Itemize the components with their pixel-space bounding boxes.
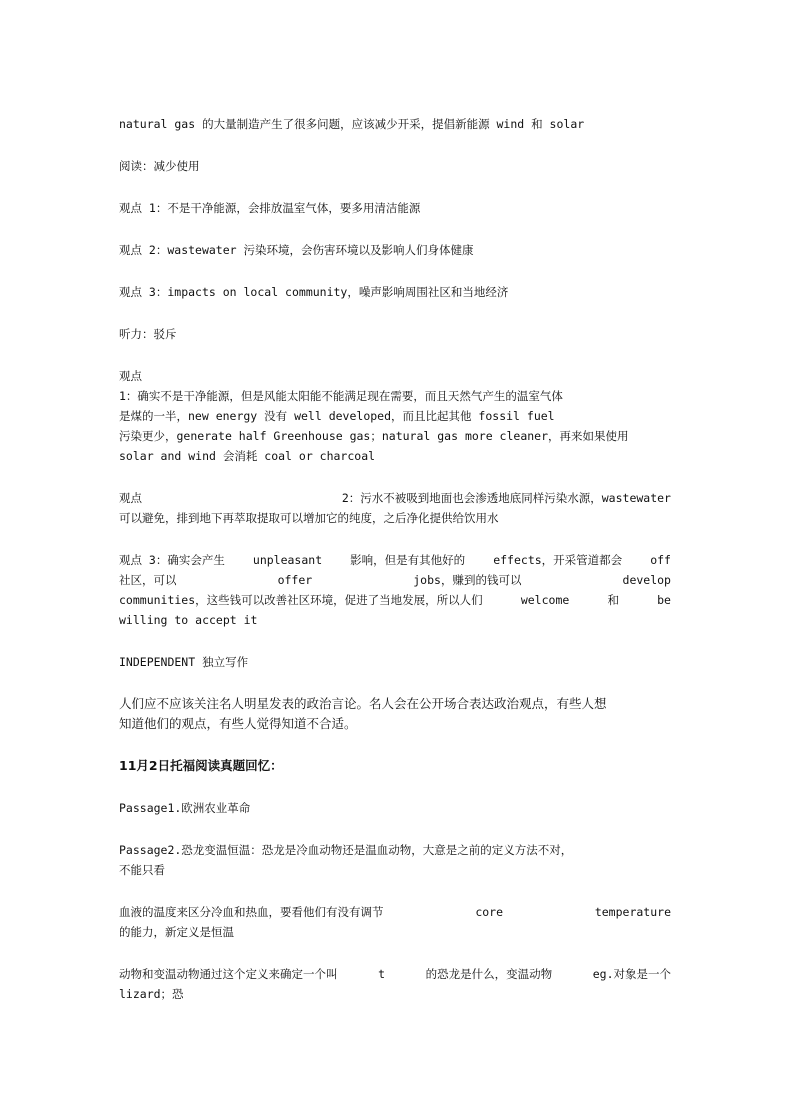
passage-2-continued-line: [119, 964, 671, 984]
text-segment: eg.对象是一个: [592, 967, 671, 981]
passage-2-line: Passage2.恐龙变温恒温：恐龙是冷血动物还是温血动物，大意是之前的定义方法不对，: [119, 843, 573, 857]
listening-point-1-line: 污染更少，generate half Greenhouse gas；natural gas more cleaner，再来如果使用: [119, 429, 629, 443]
listening-point-3-line: [119, 570, 671, 590]
listening-point-1: [119, 366, 671, 466]
text-segment: off: [650, 553, 671, 567]
text-segment: 血液的温度来区分冷血和热血，要看他们有没有调节: [119, 905, 384, 919]
passage-2-continued-line: [119, 902, 671, 922]
listening-point-3: [119, 550, 671, 630]
passage-2-continued-1: [119, 902, 671, 942]
text-segment: jobs，赚到的钱可以: [413, 573, 522, 587]
listening-label: 听力：驳斥: [119, 327, 177, 341]
passage-2-continued-2: [119, 964, 671, 1004]
independent-topic-line: 知道他们的观点，有些人觉得知道不合适。: [119, 716, 357, 731]
independent-topic-line: 人们应不应该关注名人明星发表的政治言论。名人会在公开场合表达政治观点，有些人想: [119, 696, 607, 711]
independent-label: INDEPENDENT 独立写作: [119, 655, 249, 669]
listening-point-2: [119, 488, 671, 528]
reading-point-1: 观点 1：不是干净能源，会排放温室气体，要多用清洁能源: [119, 201, 421, 215]
text-segment: unpleasant: [252, 553, 323, 567]
text-segment: 动物和变温动物通过这个定义来确定一个叫: [119, 967, 338, 981]
listening-point-2-line: [119, 488, 671, 508]
text-segment: communities，这些钱可以改善社区环境，促进了当地发展，所以人们: [119, 593, 483, 607]
listening-points-label: 观点: [119, 369, 142, 383]
listening-point-1-line: 1：确实不是干净能源，但是风能太阳能不能满足现在需要，而且天然气产生的温室气体: [119, 389, 563, 403]
passage-2-line: 不能只看: [119, 863, 165, 877]
text-segment: temperature: [594, 905, 671, 919]
listening-point-1-line: 是煤的一半，new energy 没有 well developed，而且比起其他 fossil fuel: [119, 409, 555, 423]
listening-point-3-line: willing to accept it: [119, 613, 258, 627]
passage-2: [119, 840, 671, 880]
text-segment: 的恐龙是什么，变温动物: [425, 967, 553, 981]
listening-point-2-label: 观点: [119, 491, 142, 505]
listening-point-2-text: 2：污水不被吸到地面也会渗透地底同样污染水源，wastewater: [341, 491, 671, 505]
text-segment: welcome: [520, 593, 570, 607]
reading-point-2: 观点 2：wastewater 污染环境，会伤害环境以及影响人们身体健康: [119, 243, 474, 257]
text-segment: t: [378, 967, 386, 981]
passage-2-continued-line: 的能力，新定义是恒温: [119, 925, 234, 939]
reading-label: 阅读：减少使用: [119, 159, 200, 173]
reading-recall-heading: 11月2日托福阅读真题回忆：: [119, 758, 283, 773]
passage-2-continued-line: lizard；恐: [119, 987, 184, 1001]
reading-point-3: 观点 3：impacts on local community，噪声影响周围社区和当地经济: [119, 285, 509, 299]
text-segment: core: [475, 905, 504, 919]
document-page: [119, 114, 671, 1004]
text-segment: 影响，但是有其他好的: [350, 553, 466, 567]
intro-paragraph: natural gas 的大量制造产生了很多问题，应该减少开采，提倡新能源 wind 和 solar: [119, 117, 585, 131]
listening-point-1-line: solar and wind 会消耗 coal or charcoal: [119, 449, 376, 463]
text-segment: 观点 3：确实会产生: [119, 553, 225, 567]
listening-point-2-line: 可以避免，排到地下再萃取提取可以增加它的纯度，之后净化提供给饮用水: [119, 511, 499, 525]
independent-topic: [119, 694, 671, 734]
listening-point-3-line: [119, 590, 671, 610]
listening-point-3-line: [119, 550, 671, 570]
text-segment: effects，开采管道都会: [493, 553, 623, 567]
text-segment: develop: [622, 573, 671, 587]
passage-1: Passage1.欧洲农业革命: [119, 801, 251, 815]
text-segment: 和: [607, 593, 619, 607]
text-segment: 社区，可以: [119, 573, 177, 587]
text-segment: offer: [277, 573, 313, 587]
text-segment: be: [657, 593, 671, 607]
